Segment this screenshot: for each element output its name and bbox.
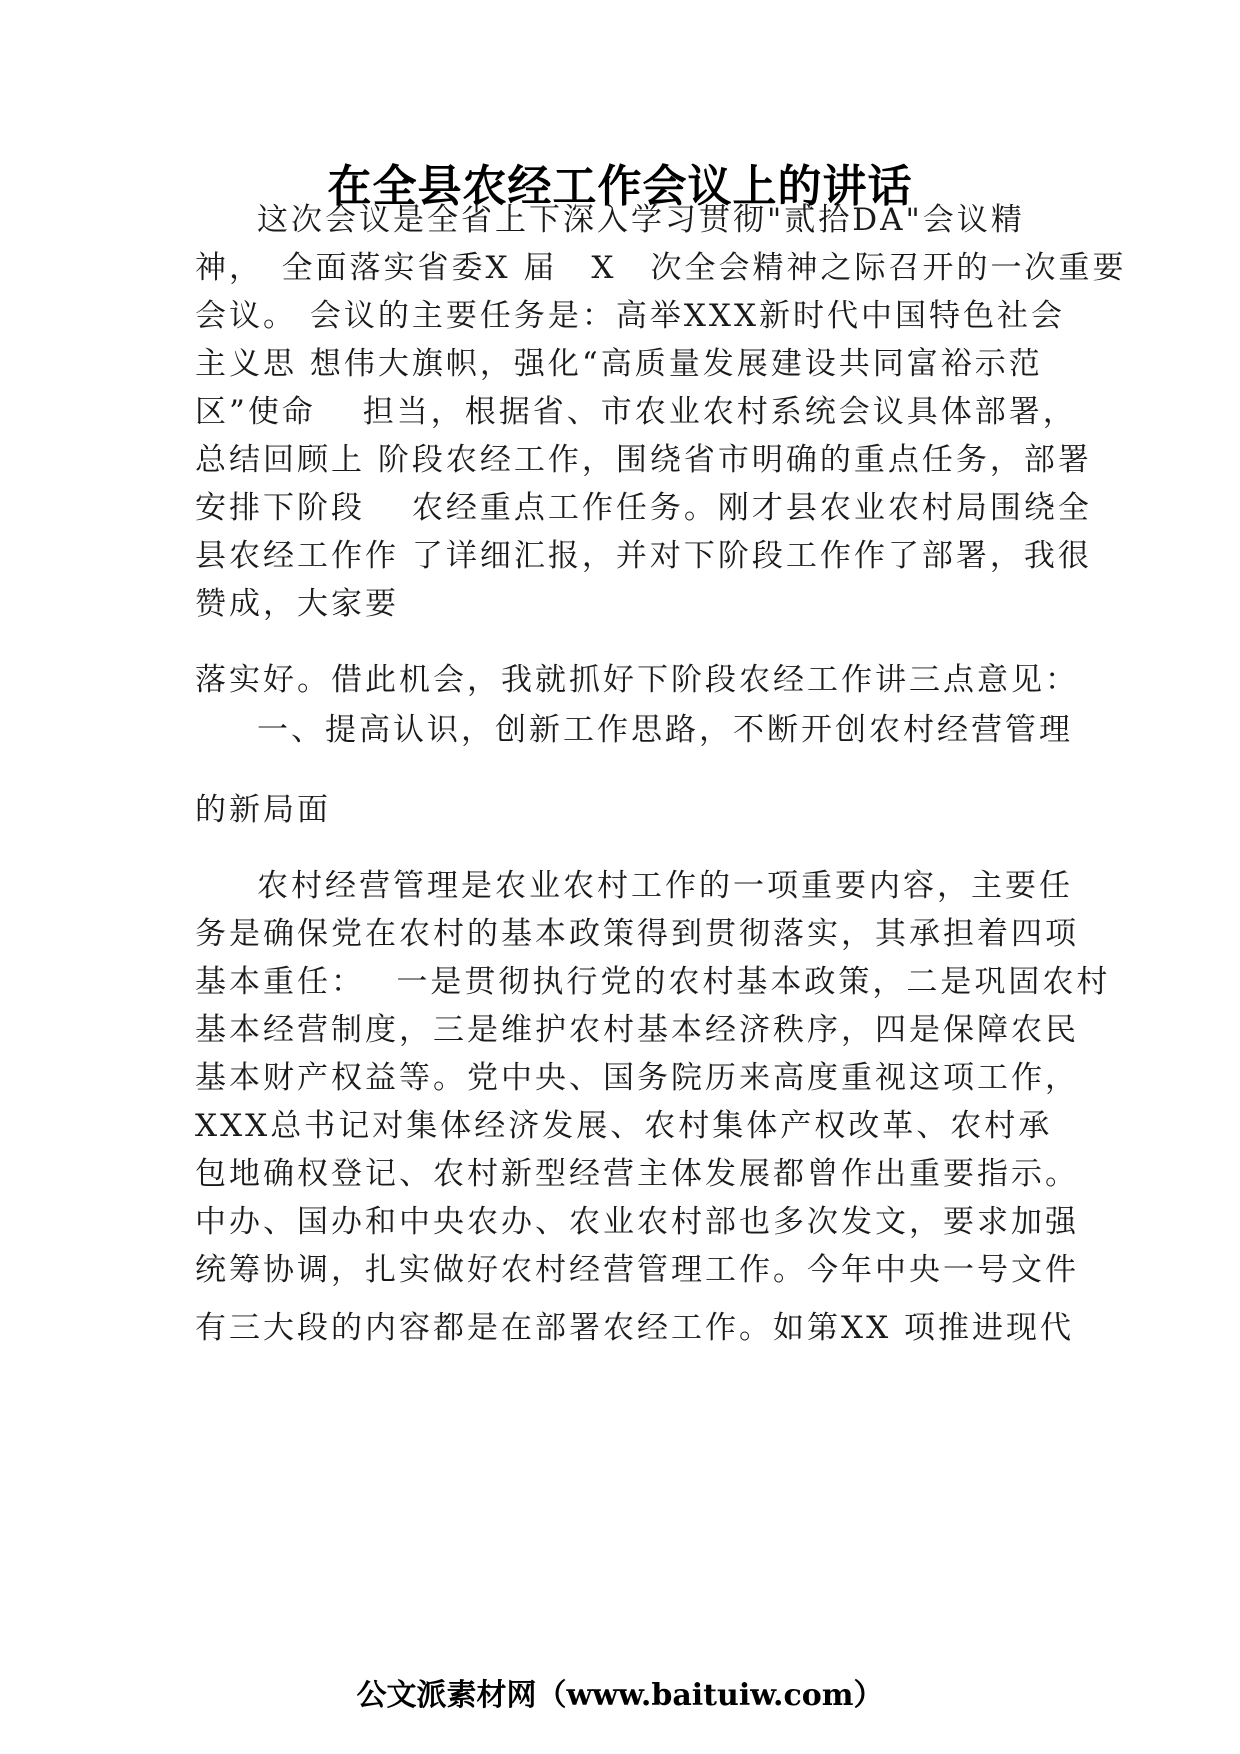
paragraph-line: 基本财产权益等。党中央、国务院历来高度重视这项工作， [195, 1060, 1079, 1096]
paragraph-line: 这次会议是全省上下深入学习贯彻"贰拾DA"会议精 [257, 202, 1025, 238]
paragraph-line: 县农经工作作 了详细汇报，并对下阶段工作作了部署，我很 [195, 538, 1092, 574]
paragraph-line: 神， 全面落实省委X 届 X 次全会精神之际召开的一次重要 [195, 250, 1127, 286]
paragraph-line: 区”使命 担当，根据省、市农业农村系统会议具体部署， [195, 394, 1077, 430]
paragraph-line: 农村经营管理是农业农村工作的一项重要内容，主要任 [257, 868, 1073, 904]
paragraph-line: 务是确保党在农村的基本政策得到贯彻落实，其承担着四项 [195, 916, 1079, 952]
paragraph-line: 赞成，大家要 [195, 586, 399, 622]
paragraph-line: 中办、国办和中央农办、农业农村部也多次发文，要求加强 [195, 1204, 1079, 1240]
paragraph-line: 包地确权登记、农村新型经营主体发展都曾作出重要指示。 [195, 1156, 1079, 1192]
section-heading-line: 的新局面 [195, 792, 331, 828]
paragraph-line: 总结回顾上 阶段农经工作，围绕省市明确的重点任务，部署 [195, 442, 1092, 478]
paragraph-line: 统筹协调，扎实做好农村经营管理工作。今年中央一号文件 [195, 1252, 1079, 1288]
paragraph-line: 主义思 想伟大旗帜，强化“高质量发展建设共同富裕示范 [195, 346, 1043, 382]
paragraph-line: 会议。 会议的主要任务是：高举XXX新时代中国特色社会 [195, 298, 1066, 334]
page-footer: 公文派素材网（www.baituiw.com） [356, 1678, 884, 1713]
paragraph-line: 落实好。借此机会，我就抓好下阶段农经工作讲三点意见： [195, 662, 1079, 698]
paragraph-line: 有三大段的内容都是在部署农经工作。如第XX 项推进现代 [195, 1310, 1074, 1346]
paragraph-line: 基本经营制度，三是维护农村基本经济秩序，四是保障农民 [195, 1012, 1079, 1048]
paragraph-line: XXX总书记对集体经济发展、农村集体产权改革、农村承 [195, 1108, 1053, 1144]
paragraph-line: 基本重任： 一是贯彻执行党的农村基本政策，二是巩固农村 [195, 964, 1111, 1000]
paragraph-line: 安排下阶段 农经重点工作任务。刚才县农业农村局围绕全 [195, 490, 1092, 526]
section-heading-line: 一、提高认识，创新工作思路，不断开创农村经营管理 [257, 712, 1073, 748]
document-title: 在全县农经工作会议上的讲话 [327, 161, 913, 212]
